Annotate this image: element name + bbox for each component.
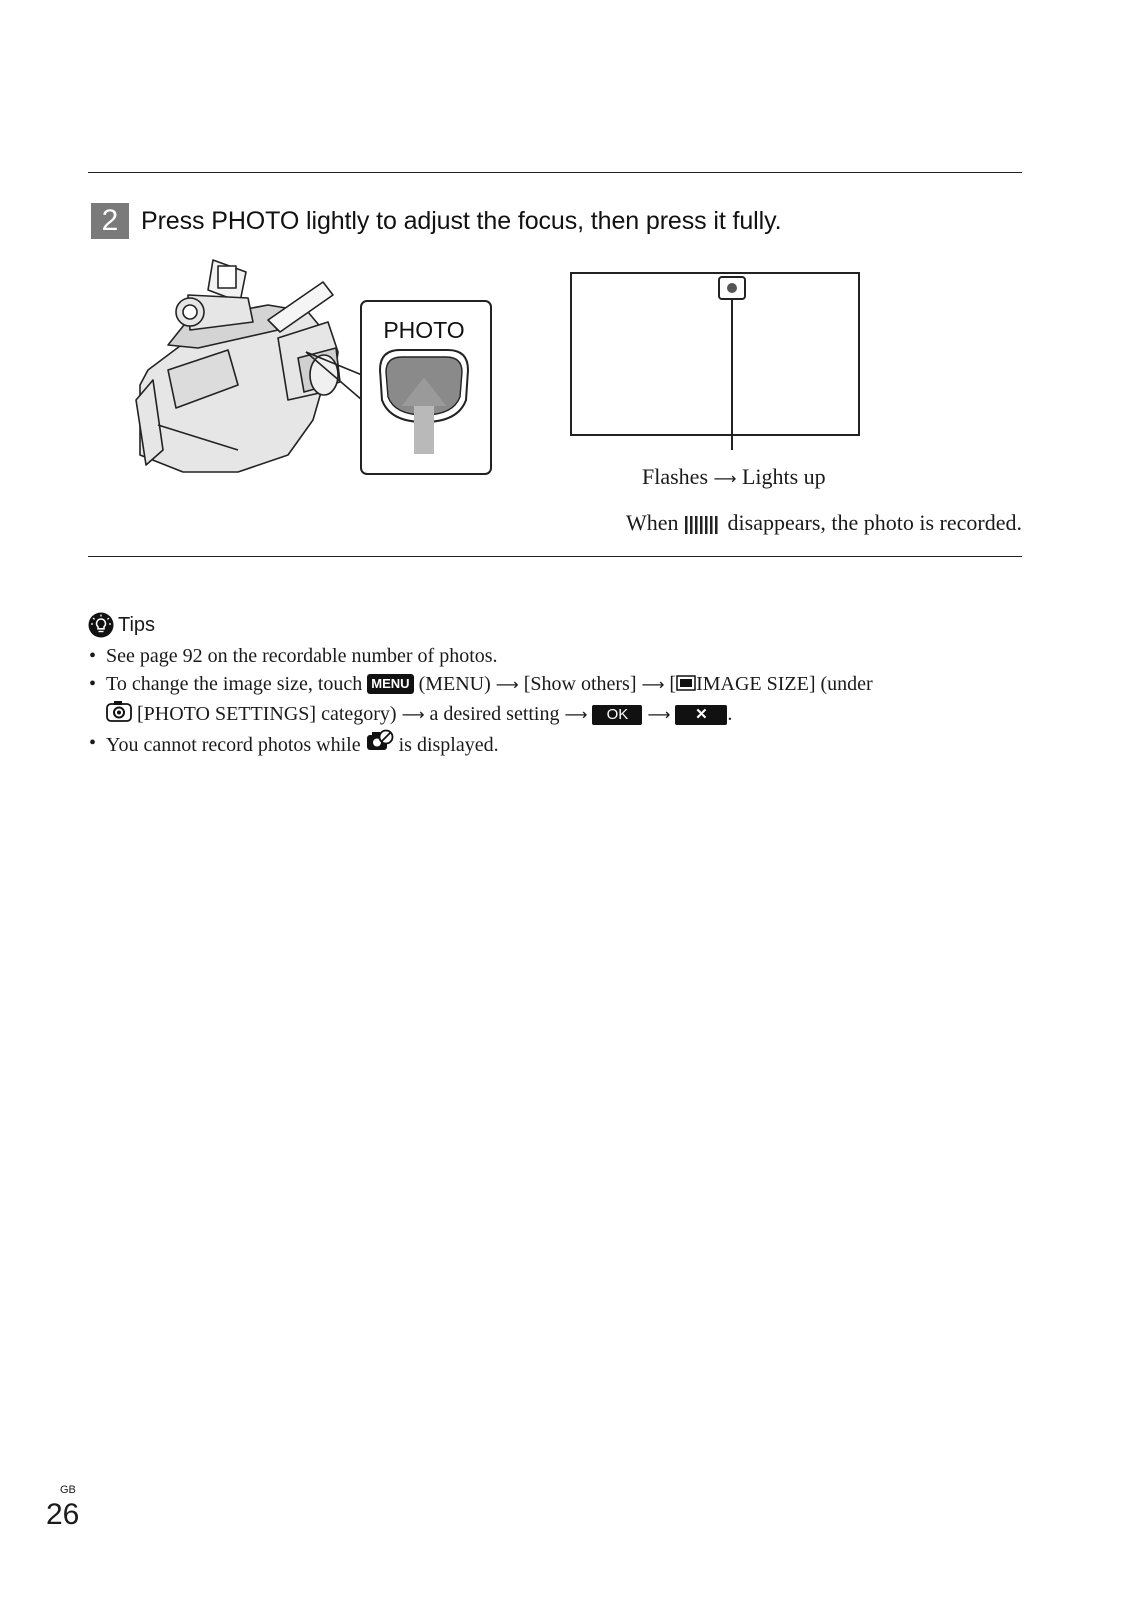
page-number: 26: [46, 1498, 80, 1531]
tip-2-text-e: [PHOTO SETTINGS] category): [137, 703, 397, 725]
arrow-right-icon: ⟶: [641, 675, 665, 694]
tip-3-text-a: You cannot record photos while: [106, 734, 361, 756]
bullet: •: [89, 673, 97, 695]
image-size-icon: [676, 674, 696, 692]
tips-label: Tips: [118, 613, 156, 636]
step-title: Press PHOTO lightly to adjust the focus, then press it fully.: [141, 206, 782, 235]
photo-button-label: PHOTO: [383, 317, 465, 343]
bullet: •: [89, 732, 97, 754]
tip-2-bracket: [: [669, 673, 677, 695]
caption-rest: disappears, the photo is recorded.: [727, 510, 1022, 535]
lights-up-label: Lights up: [741, 464, 826, 489]
camcorder-illustration: [128, 250, 498, 478]
lcd-screen-illustration: [570, 272, 870, 452]
step-number-badge: 2: [91, 203, 129, 239]
recording-caption: [626, 510, 1022, 536]
bullet: •: [89, 645, 97, 667]
caption-when: When: [626, 510, 679, 535]
tip-2-text-a: To change the image size, touch: [106, 673, 363, 695]
recording-bars-icon: [684, 515, 722, 535]
tip-3-text-b: is displayed.: [398, 734, 499, 756]
flashes-label: Flashes: [642, 464, 708, 489]
top-rule: [88, 172, 1022, 173]
tips-heading: [88, 612, 155, 638]
tip-item: [88, 729, 1048, 759]
photo-disabled-icon: [366, 729, 394, 753]
arrow-right-icon: ⟶: [495, 675, 519, 694]
tip-2-text-c: [Show others]: [523, 673, 637, 695]
arrow-right-icon: ⟶: [401, 705, 425, 724]
indicator-caption: [642, 464, 826, 490]
tip-2-text-b: (MENU): [418, 673, 491, 695]
bottom-rule: [88, 556, 1022, 557]
arrow-right-icon: ⟶: [564, 705, 588, 724]
arrow-right-icon: ⟶: [647, 705, 671, 724]
region-code: GB: [60, 1484, 76, 1496]
tip-item: • To change the image size, touch MENU (MENU) ⟶ [Show others] ⟶ [ IMAGE SIZE] (under [PHOTO SETTINGS] category) ⟶ a desired setting ⟶ OK ⟶ ✕ .: [88, 670, 1048, 729]
close-button-icon: ✕: [675, 705, 727, 725]
photo-settings-camera-icon: [106, 699, 132, 723]
menu-button-icon: MENU: [367, 674, 413, 694]
step-heading: [91, 203, 781, 239]
lightbulb-icon: [88, 612, 114, 638]
ok-button-icon: OK: [592, 705, 642, 725]
tip-1-text: See page 92 on the recordable number of photos.: [106, 645, 498, 667]
tips-list: [88, 642, 1048, 759]
tip-2-text-f: a desired setting: [429, 703, 560, 725]
arrow-right-icon: ⟶: [713, 469, 737, 488]
tip-item: [88, 642, 1048, 670]
tip-2-text-d: IMAGE SIZE] (under: [696, 673, 873, 695]
